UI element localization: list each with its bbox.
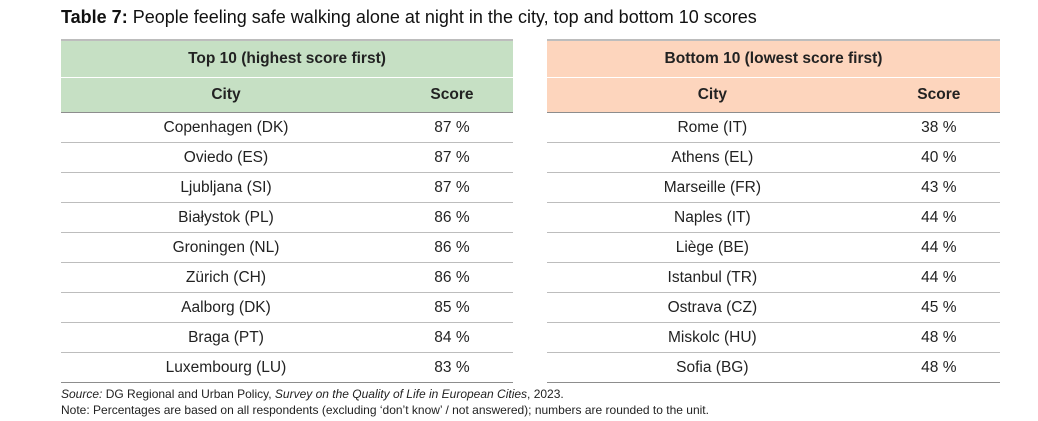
- table-row: [61, 263, 513, 293]
- score-cell: 40 %: [878, 143, 1000, 173]
- city-cell: Braga (PT): [61, 323, 391, 353]
- city-cell: Luxembourg (LU): [61, 353, 391, 383]
- score-cell: 86 %: [391, 203, 513, 233]
- score-cell: 86 %: [391, 263, 513, 293]
- city-cell: Istanbul (TR): [547, 263, 878, 293]
- score-cell: 84 %: [391, 323, 513, 353]
- city-cell: Aalborg (DK): [61, 293, 391, 323]
- city-cell: Liège (BE): [547, 233, 878, 263]
- score-cell: 85 %: [391, 293, 513, 323]
- city-cell: Groningen (NL): [61, 233, 391, 263]
- score-cell: 87 %: [391, 143, 513, 173]
- city-cell: Rome (IT): [547, 113, 878, 143]
- city-cell: Zürich (CH): [61, 263, 391, 293]
- caption-text: People feeling safe walking alone at night in the city, top and bottom 10 scores: [127, 7, 757, 27]
- city-cell: Copenhagen (DK): [61, 113, 391, 143]
- city-cell: Athens (EL): [547, 143, 878, 173]
- column-header-score: Score: [878, 78, 1000, 113]
- score-cell: 44 %: [878, 233, 1000, 263]
- table-row: [547, 293, 1000, 323]
- table-row: [547, 143, 1000, 173]
- score-cell: 48 %: [878, 323, 1000, 353]
- city-cell: Ostrava (CZ): [547, 293, 878, 323]
- table-row: [61, 143, 513, 173]
- top-10-title: Top 10 (highest score first): [61, 40, 513, 78]
- table-caption: [61, 7, 757, 28]
- column-header-score: Score: [391, 78, 513, 113]
- note-line: Note: Percentages are based on all respondents (excluding ‘don’t know’ / not answered); numbers are rounded to the unit.: [61, 403, 709, 417]
- bottom-10-table: [547, 39, 1000, 383]
- source-line: [61, 387, 564, 401]
- table-row: [61, 353, 513, 383]
- table-row: [547, 353, 1000, 383]
- table-row: [61, 173, 513, 203]
- table-row: [61, 323, 513, 353]
- score-cell: 48 %: [878, 353, 1000, 383]
- city-cell: Sofia (BG): [547, 353, 878, 383]
- score-cell: 83 %: [391, 353, 513, 383]
- table-row: [61, 203, 513, 233]
- score-cell: 87 %: [391, 113, 513, 143]
- table-row: [547, 173, 1000, 203]
- table-row: [61, 233, 513, 263]
- table-row: [547, 323, 1000, 353]
- city-cell: Naples (IT): [547, 203, 878, 233]
- score-cell: 45 %: [878, 293, 1000, 323]
- table-row: [547, 233, 1000, 263]
- source-survey: Survey on the Quality of Life in European Cities: [274, 387, 528, 401]
- source-org: DG Regional and Urban Policy,: [102, 387, 275, 401]
- column-header-city: City: [547, 78, 878, 113]
- city-cell: Ljubljana (SI): [61, 173, 391, 203]
- score-cell: 43 %: [878, 173, 1000, 203]
- score-cell: 38 %: [878, 113, 1000, 143]
- city-cell: Miskolc (HU): [547, 323, 878, 353]
- table-row: [547, 263, 1000, 293]
- city-cell: Białystok (PL): [61, 203, 391, 233]
- city-cell: Marseille (FR): [547, 173, 878, 203]
- table-row: [547, 203, 1000, 233]
- bottom-10-title: Bottom 10 (lowest score first): [547, 40, 1000, 78]
- column-header-city: City: [61, 78, 391, 113]
- city-cell: Oviedo (ES): [61, 143, 391, 173]
- top-10-table: [61, 39, 513, 383]
- table-row: [547, 113, 1000, 143]
- table-row: [61, 113, 513, 143]
- score-cell: 44 %: [878, 263, 1000, 293]
- source-year: , 2023.: [527, 387, 564, 401]
- caption-label: Table 7:: [61, 7, 128, 27]
- table-row: [61, 293, 513, 323]
- score-cell: 44 %: [878, 203, 1000, 233]
- score-cell: 87 %: [391, 173, 513, 203]
- score-cell: 86 %: [391, 233, 513, 263]
- source-label: Source:: [61, 387, 103, 401]
